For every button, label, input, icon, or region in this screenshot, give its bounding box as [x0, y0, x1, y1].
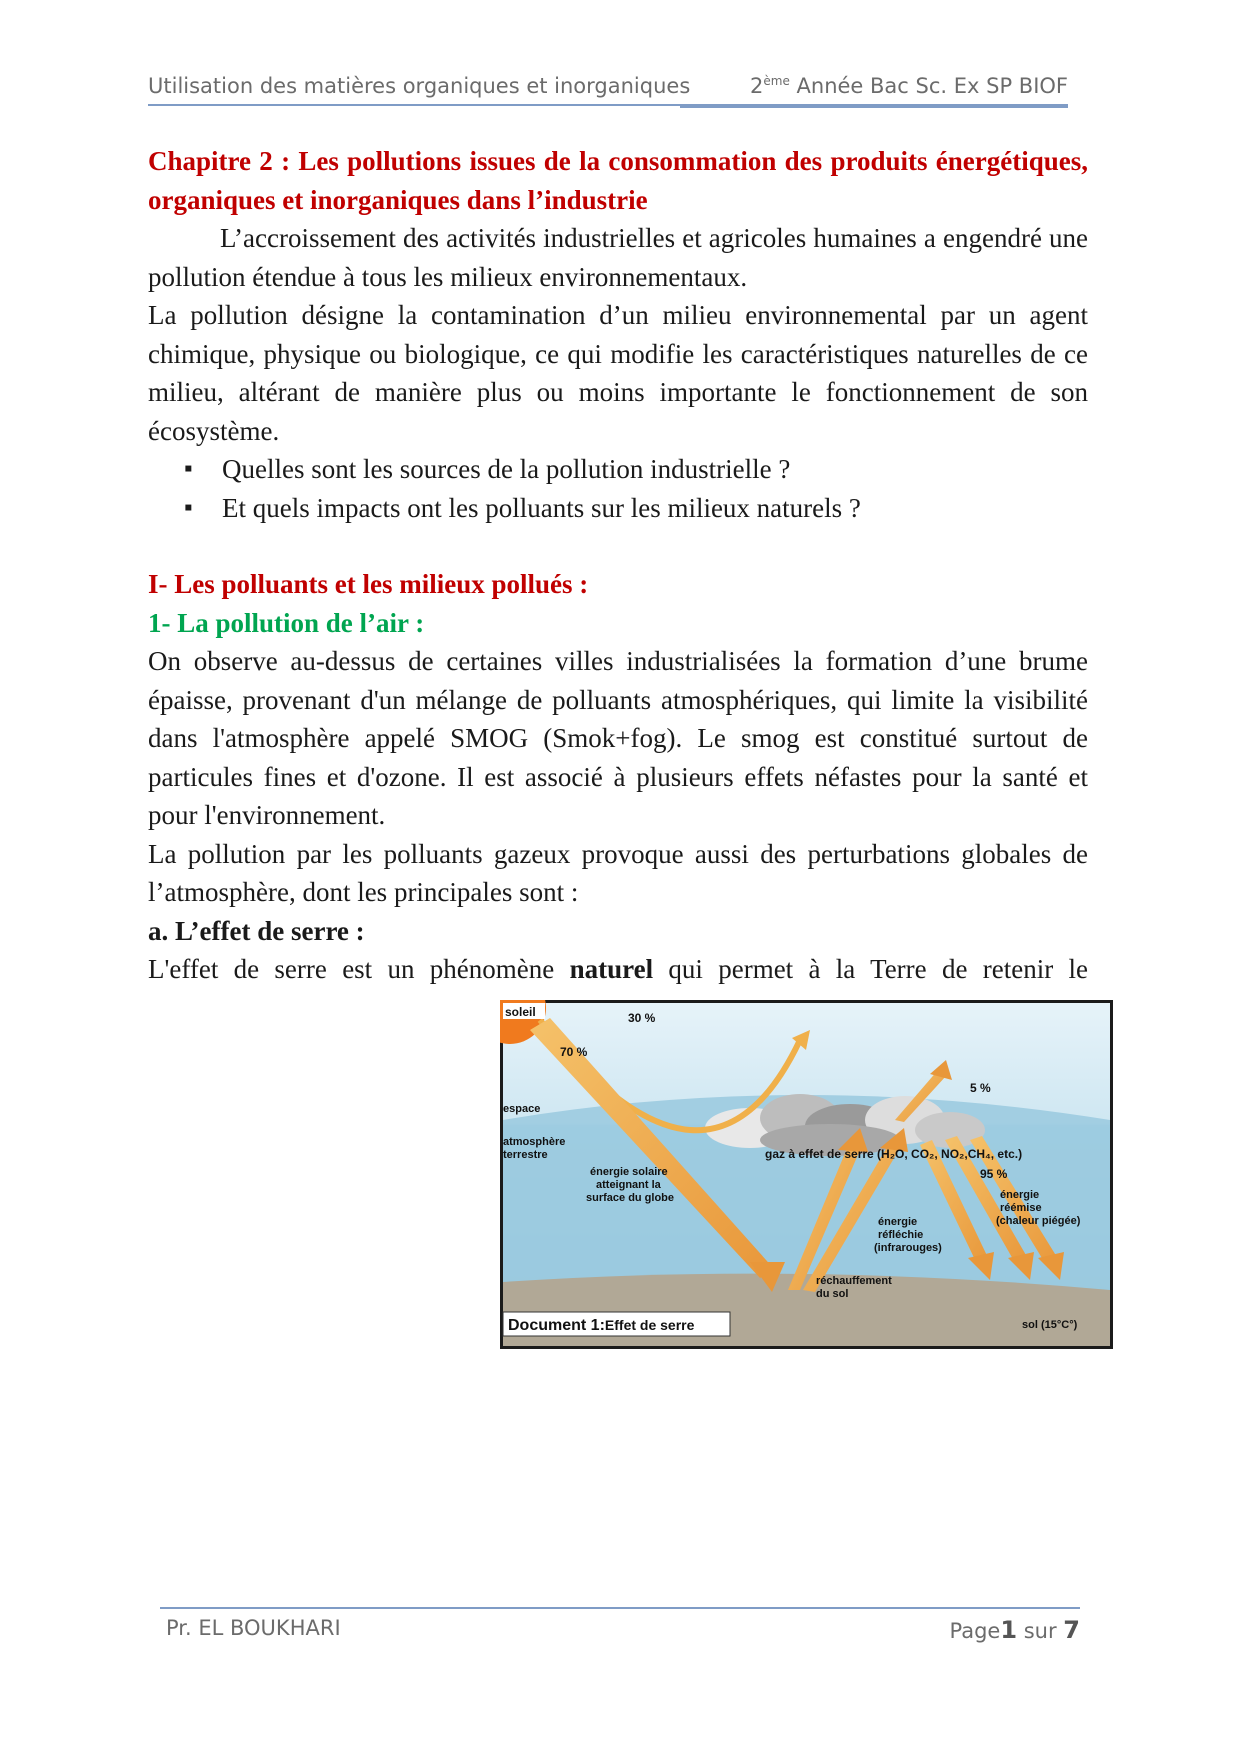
page-footer [160, 1616, 1080, 1650]
label-atmosphere-1: atmosphère [503, 1136, 566, 1148]
emphasis-naturel: naturel [569, 954, 654, 984]
intro-paragraph-2: La pollution désigne la contamination d’un milieu environnemental par un agent chimique, physique ou biologique, ce qui modifie les caractéristiques naturelles de ce milieu, altérant de manière plus ou moins importante le fonctionnement de son écosystème. [148, 300, 1088, 446]
label-sol: sol (15°C°) [1022, 1319, 1078, 1331]
header-level: 2ème Année Bac Sc. Ex SP BIOF [750, 74, 1068, 98]
label-energie-reflechie-3: (infrarouges) [874, 1242, 942, 1254]
footer-author: Pr. EL BOUKHARI [166, 1616, 341, 1640]
label-95: 95 % [980, 1167, 1008, 1181]
footer-divider [160, 1607, 1080, 1609]
greenhouse-line-1-end: qui permet à la Terre de retenir le [653, 954, 1088, 984]
subsection-title: 1- La pollution de l’air : [148, 607, 425, 638]
label-espace: espace [503, 1103, 541, 1115]
header-divider-accent [680, 106, 1068, 108]
greenhouse-line-1: L'effet de serre est un phénomène naturel qui permet à la Terre de retenir le [148, 954, 1088, 984]
header-course-title: Utilisation des matières organiques et inorganiques [148, 74, 691, 98]
label-gaz: gaz à effet de serre (H₂O, CO₂, NO₂,CH₄, etc.) [765, 1147, 1023, 1161]
caption-label: Document 1:Effet de serre [508, 1317, 695, 1334]
question-item: ▪ Et quels impacts ont les polluants sur les milieux naturels ? [222, 489, 1088, 528]
section-title: I- Les polluants et les milieux pollués : [148, 569, 589, 599]
question-item: ▪ Quelles sont les sources de la pollution industrielle ? [222, 450, 1088, 489]
label-energie-reflechie-1: énergie [878, 1216, 918, 1228]
label-rechauffement-1: réchauffement [816, 1275, 892, 1287]
label-energie-reflechie-2: réfléchie [878, 1229, 924, 1241]
label-energie-reemise-3: (chaleur piégée) [996, 1215, 1081, 1227]
label-70: 70 % [560, 1045, 588, 1059]
label-energie-reemise-1: énergie [1000, 1189, 1040, 1201]
label-energie-solaire-2: atteignant la [596, 1179, 661, 1191]
label-energie-solaire-1: énergie solaire [590, 1166, 668, 1178]
label-energie-reemise-2: réémise [1000, 1202, 1042, 1214]
greenhouse-figure [500, 1000, 1113, 1349]
greenhouse-diagram [500, 1000, 1113, 1349]
page-header [148, 74, 1068, 108]
label-5: 5 % [970, 1081, 991, 1095]
air-paragraph-2: La pollution par les polluants gazeux provoque aussi des perturbations globales de l’atmosphère, dont les principales sont : [148, 838, 1088, 907]
label-30: 30 % [628, 1011, 656, 1025]
label-soleil: soleil [505, 1005, 536, 1019]
greenhouse-section [148, 950, 1088, 989]
intro-paragraph-1: L’accroissement des activités industrielles et agricoles humaines a engendré une pollution étendue à tous les milieux environnementaux. [148, 223, 1088, 292]
sub-a-title: a. L’effet de serre : [148, 915, 365, 946]
label-rechauffement-2: du sol [816, 1288, 849, 1300]
label-atmosphere-2: terrestre [503, 1149, 548, 1161]
chapter-title: Chapitre 2 : Les pollutions issues de la consommation des produits énergétiques, organiques et inorganiques dans l’industrie [148, 146, 1088, 215]
page-body [148, 142, 1088, 950]
label-energie-solaire-3: surface du globe [586, 1192, 675, 1204]
question-list [148, 450, 1088, 527]
air-paragraph-1: On observe au-dessus de certaines villes industrialisées la formation d’une brume épaisse, provenant d'un mélange de polluants atmosphériques, qui limite la visibilité dans l'atmosphère appelé SMOG (Smok+fog). Le smog est constitué surtout de particules fines et d'ozone. Il est associé à plusieurs effets néfastes pour la santé et pour l'environnement. [148, 646, 1088, 830]
footer-page-number: Page1 sur 7 [949, 1616, 1080, 1644]
